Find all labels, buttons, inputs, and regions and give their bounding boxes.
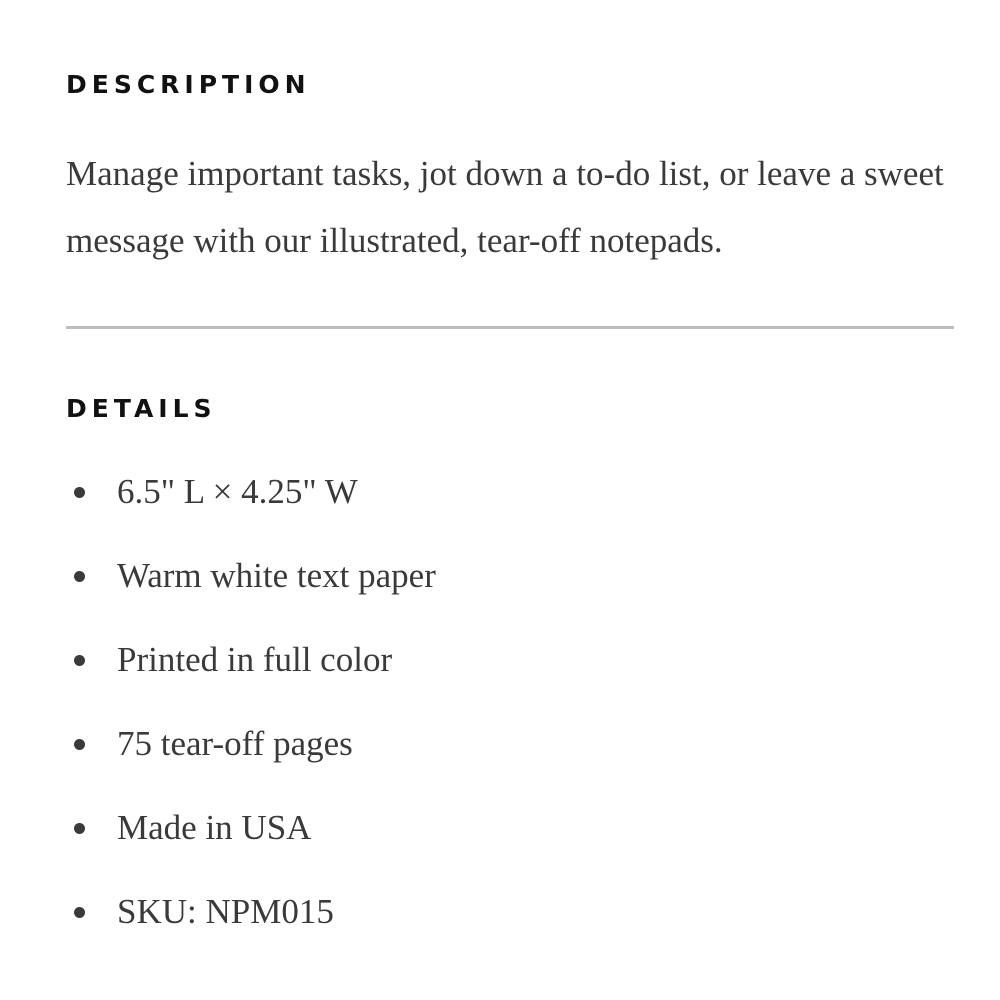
bullet-icon	[74, 907, 85, 918]
details-item-label: Made in USA	[117, 808, 312, 847]
details-item-label: SKU: NPM015	[117, 892, 334, 931]
details-item-dimensions	[66, 450, 946, 534]
details-item-label: Warm white text paper	[117, 556, 436, 595]
details-item-sku	[66, 870, 946, 954]
bullet-icon	[74, 487, 85, 498]
bullet-icon	[74, 655, 85, 666]
bullet-icon	[74, 739, 85, 750]
details-item-origin	[66, 786, 946, 870]
details-item-paper	[66, 534, 946, 618]
details-item-print	[66, 618, 946, 702]
details-item-label: 75 tear-off pages	[117, 724, 353, 763]
bullet-icon	[74, 571, 85, 582]
details-item-label: 6.5" L × 4.25" W	[117, 472, 358, 511]
details-heading: DETAILS	[66, 394, 217, 423]
details-item-label: Printed in full color	[117, 640, 393, 679]
details-list	[66, 450, 946, 954]
details-item-pages	[66, 702, 946, 786]
section-divider	[66, 326, 954, 329]
description-text: Manage important tasks, jot down a to-do list, or leave a sweet message with our illustrated, tear-off notepads.	[66, 154, 944, 260]
bullet-icon	[74, 823, 85, 834]
description-heading: DESCRIPTION	[66, 70, 311, 99]
